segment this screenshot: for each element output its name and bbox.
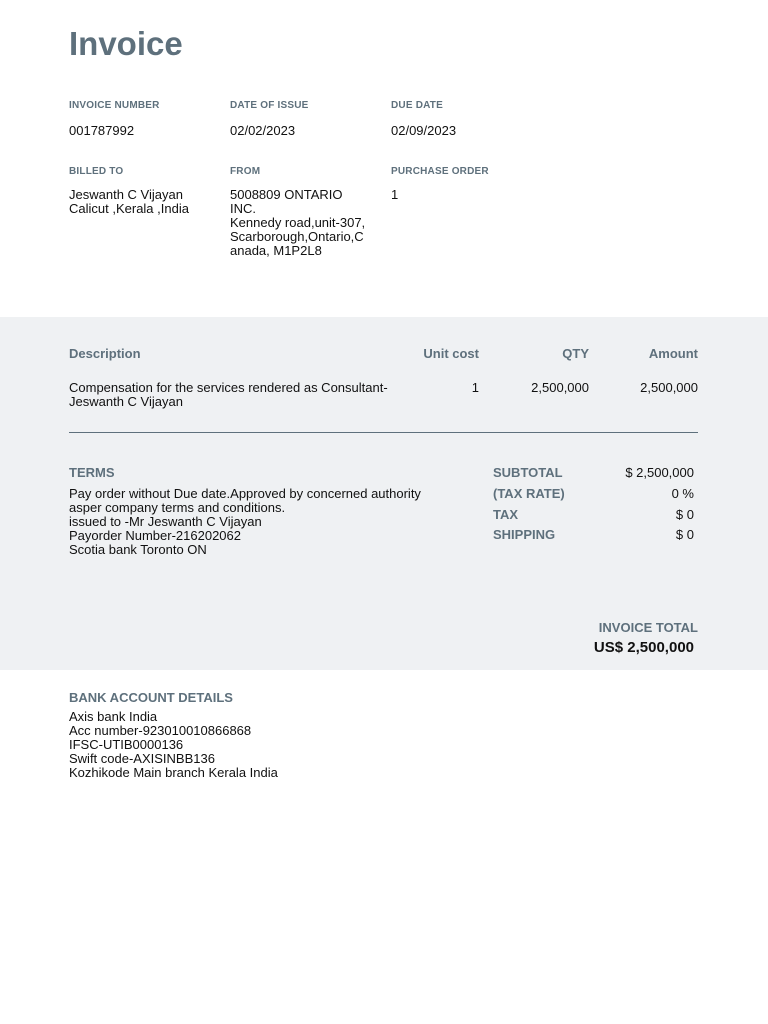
subtotal-label: SUBTOTAL — [493, 465, 563, 480]
bank-details-label: BANK ACCOUNT DETAILS — [69, 690, 233, 705]
invoice-number-label: INVOICE NUMBER — [69, 100, 160, 111]
purchase-order-value: 1 — [391, 187, 399, 202]
billed-to-value: Jeswanth C Vijayan Calicut ,Kerala ,India — [69, 187, 189, 216]
purchase-order-label: PURCHASE ORDER — [391, 166, 489, 177]
from-field — [230, 166, 380, 258]
bank-details-text: Axis bank India Acc number-923010010866868 IFSC-UTIB0000136 Swift code-AXISINBB136 Kozhikode Main branch Kerala India — [69, 709, 278, 780]
invoice-number-field — [69, 100, 219, 140]
row-unit-cost: 1 — [471, 380, 479, 395]
shipping-label: SHIPPING — [493, 527, 556, 542]
shipping-value: $ 0 — [675, 527, 694, 542]
terms-label: TERMS — [69, 465, 115, 480]
tax-label: TAX — [493, 507, 519, 522]
invoice-total-label: INVOICE TOTAL — [598, 620, 698, 635]
row-qty: 2,500,000 — [531, 380, 589, 395]
tax-value: $ 0 — [675, 507, 694, 522]
col-header-amount: Amount — [648, 346, 698, 361]
row-amount: 2,500,000 — [640, 380, 698, 395]
date-of-issue-label: DATE OF ISSUE — [230, 100, 309, 111]
due-date-field — [391, 100, 541, 140]
row-description: Compensation for the services rendered as Consultant- Jeswanth C Vijayan — [69, 380, 388, 409]
billed-to-field — [69, 166, 219, 216]
page-title: Invoice — [69, 25, 183, 62]
items-divider — [69, 432, 698, 433]
due-date-value: 02/09/2023 — [391, 123, 457, 138]
terms-text: Pay order without Due date.Approved by concerned authority asper company terms and conditions. issued to -Mr Jeswanth C Vijayan Payorder Number-216202062 Scotia bank Toronto ON — [69, 486, 421, 557]
tax-rate-label: (TAX RATE) — [493, 486, 565, 501]
billed-to-label: BILLED TO — [69, 166, 124, 177]
due-date-label: DUE DATE — [391, 100, 443, 111]
invoice-total-value: US$ 2,500,000 — [593, 639, 694, 656]
purchase-order-field — [391, 166, 541, 202]
subtotal-value: $ 2,500,000 — [625, 465, 694, 480]
tax-rate-value: 0 % — [671, 486, 694, 501]
from-value: 5008809 ONTARIO INC. Kennedy road,unit-307, Scarborough,Ontario,C anada, M1P2L8 — [230, 187, 366, 258]
date-of-issue-value: 02/02/2023 — [230, 123, 296, 138]
invoice-number-value: 001787992 — [69, 123, 135, 138]
col-header-qty: QTY — [562, 346, 589, 361]
from-label: FROM — [230, 166, 261, 177]
col-header-description: Description — [69, 346, 141, 361]
col-header-unit-cost: Unit cost — [423, 346, 479, 361]
date-of-issue-field — [230, 100, 380, 140]
